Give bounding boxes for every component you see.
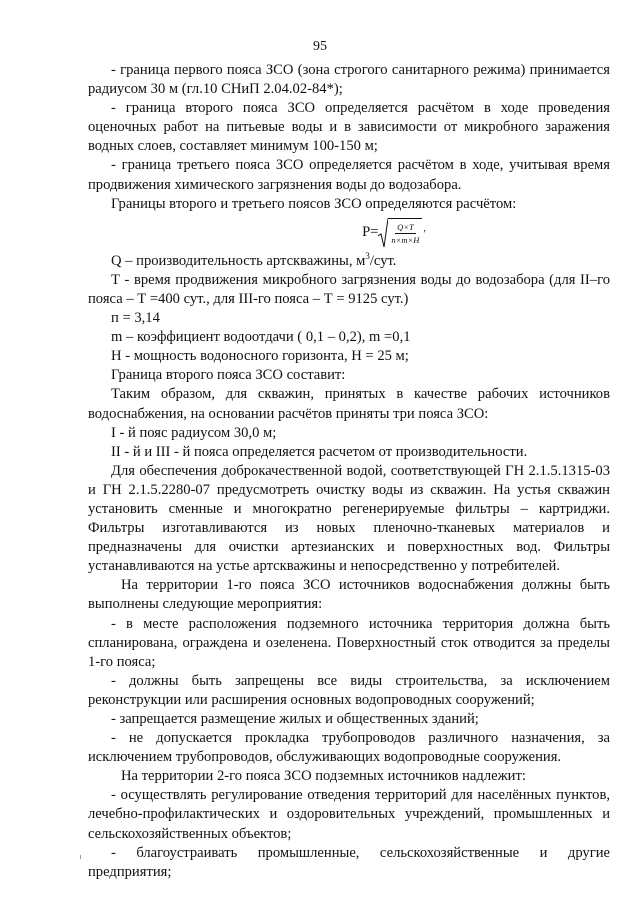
formula-lhs: Р= xyxy=(362,224,379,241)
scan-mark xyxy=(80,855,81,859)
paragraph-zone1-radius: - граница первого пояса ЗСО (зона строгого санитарного режима) принимается радиусом 30 м (гл.10 СНиП 2.04.02-84*); xyxy=(88,62,610,98)
paragraph-calc-intro: Границы второго и третьего поясов ЗСО определяются расчётом: xyxy=(111,195,517,212)
page-number: 95 xyxy=(313,39,327,54)
sqrt-sign xyxy=(378,218,422,248)
paragraph-zone3-border: - граница третьего пояса ЗСО определяется расчётом в ходе, учитывая время продвижения химического загрязнения воды до водозабора. xyxy=(88,157,610,193)
paragraph-measure-improvement: - благоустраивать промышленные, сельскохозяйственные и другие предприятия; xyxy=(88,844,610,880)
definition-pi: п = 3,14 xyxy=(111,310,160,327)
definition-h: Н - мощность водоносного горизонта, Н = 25 м; xyxy=(111,348,409,365)
formula-numerator: Q×T xyxy=(397,221,414,232)
definition-q-end: /сут. xyxy=(369,252,397,269)
paragraph-measure-landscaping: - в месте расположения подземного источника территория должна быть спланирована, ограждена и озеленена. Поверхностный сток отводится за пределы 1-го пояса; xyxy=(88,615,610,670)
paragraph-filtration: Для обеспечения доброкачественной водой, соответствующей ГН 2.1.5.1315-03 и ГН 2.1.5.2280-07 предусмотреть очистку воды из скважин. На устья скважин установить сменные и многократно регенерируемые фильтры – картриджи. Фильтры изготавливаются из новых пленочно-тканевых материалов и предназначены для очистки артезианских и поверхностных вод. Фильтры устанавливаются на устье артскважины и непосредственно у потребителей. xyxy=(88,462,610,575)
definition-q-text: Q – производительность артскважины, м xyxy=(111,252,366,269)
paragraph-measure-pipelines: - не допускается прокладка трубопроводов различного назначения, за исключением трубопроводов, обслуживающих водопроводные сооружения. xyxy=(88,730,610,766)
paragraph-measure-housing: - запрещается размещение жилых и общественных зданий; xyxy=(111,711,479,727)
paragraph-zone23-list: II - й и III - й пояса определяется расчетом от производительности. xyxy=(111,443,528,460)
definition-m: m – коэффициент водоотдачи ( 0,1 – 0,2), m =0,1 xyxy=(111,329,411,346)
paragraph-zone2-border: - граница второго пояса ЗСО определяется расчётом в ходе проведения оценочных работ на питьевые воды и в зависимости от микробного заражения водных слоев, составляет минимум 100-150 м; xyxy=(88,100,610,155)
paragraph-zone1-list: I - й пояс радиусом 30,0 м; xyxy=(111,424,277,441)
formula-fraction xyxy=(388,218,422,248)
definition-q xyxy=(88,252,610,271)
paragraph-zone2-measures: На территории 2-го пояса ЗСО подземных источников надлежит: xyxy=(121,768,526,785)
paragraph-conclusion: Таким образом, для скважин, принятых в качестве рабочих источников водоснабжения, на основании расчётов приняты три пояса ЗСО: xyxy=(88,386,610,422)
definition-q-sup: 3 xyxy=(365,250,370,261)
radius-formula xyxy=(178,215,610,251)
border-result: Граница второго пояса ЗСО составит: xyxy=(111,367,346,384)
paragraph-zone1-measures: На территории 1-го пояса ЗСО источников водоснабжения должны быть выполнены следующие мероприятия: xyxy=(88,577,610,613)
document-body xyxy=(88,61,610,882)
formula-tail: , xyxy=(423,223,426,235)
radical-icon xyxy=(378,218,388,248)
paragraph-measure-regulation: - осуществлять регулирование отведения территорий для населённых пунктов, лечебно-профилактических и оздоровительных учреждений, промышленных и сельскохозяйственных объектов; xyxy=(88,787,610,842)
paragraph-measure-construction: - должны быть запрещены все виды строительства, за исключением реконструкции или расширения основных водопроводных сооружений; xyxy=(88,672,610,708)
formula-denominator: n×m×H xyxy=(391,234,420,245)
definition-t: Т - время продвижения микробного загрязнения воды до водозабора (для II–го пояса – Т =400 сут., для III-го пояса – Т = 9125 сут.) xyxy=(88,271,610,307)
